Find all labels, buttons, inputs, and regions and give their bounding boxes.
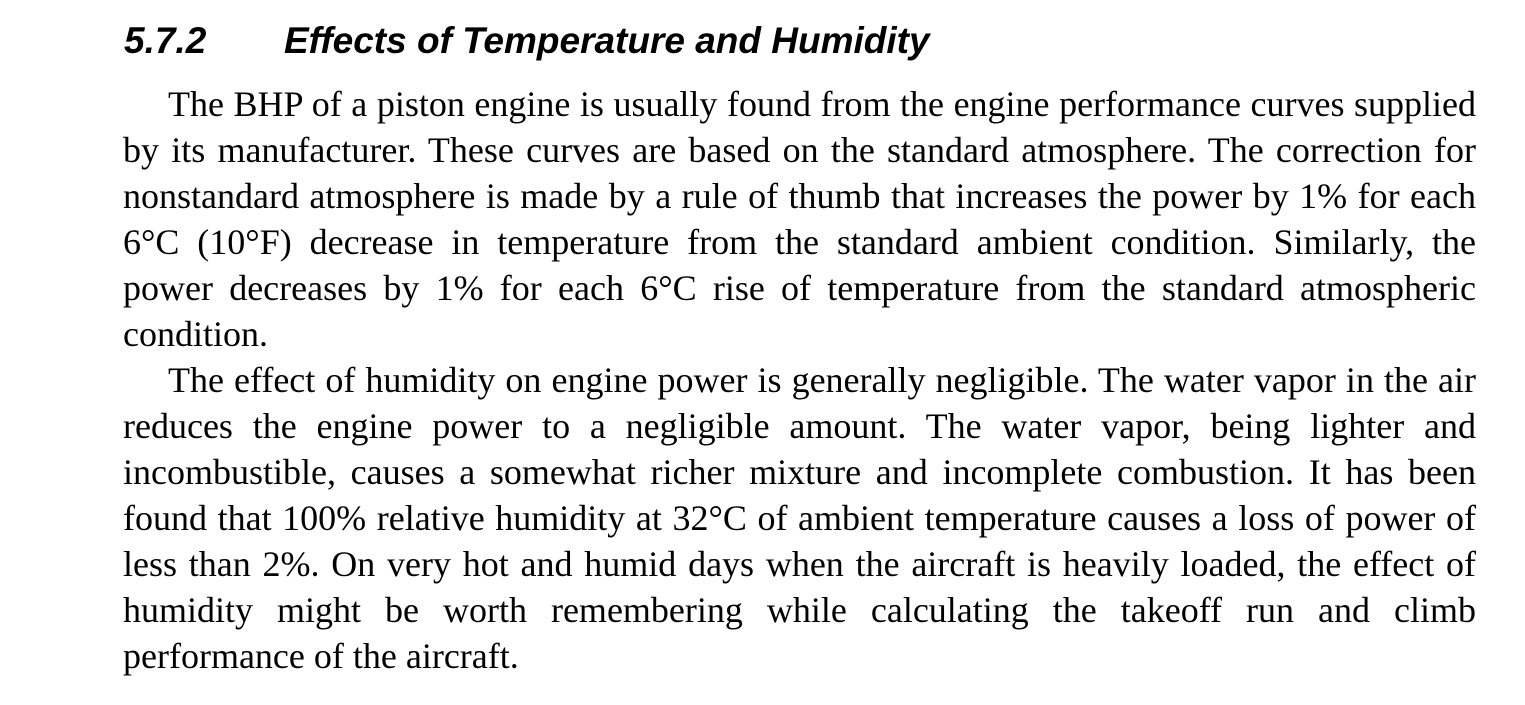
section-heading <box>124 18 930 64</box>
paragraph-temperature-effect: The BHP of a piston engine is usually found from the engine performance curves supplied by its manufacturer. These curves are based on the standard atmosphere. The correction for nonstandard atmosphere is made by a rule of thumb that increases the power by 1% for each 6°C (10°F) decrease in temperature from the standard ambient condition. Similarly, the power decreases by 1% for each 6°C rise of temperature from the standard atmospheric condition. <box>123 84 1476 354</box>
paragraph-humidity-effect: The effect of humidity on engine power is generally negligible. The water vapor in the air reduces the engine power to a negligible amount. The water vapor, being lighter and incombustible, causes a somewhat richer mixture and incomplete combustion. It has been found that 100% relative humidity at 32°C of ambient temperature causes a loss of power of less than 2%. On very hot and humid days when the aircraft is heavily loaded, the effect of humidity might be worth remembering while calculating the takeoff run and climb performance of the aircraft. <box>123 360 1476 676</box>
body-text <box>123 81 1476 679</box>
section-title: Effects of Temperature and Humidity <box>284 20 930 61</box>
section-number: 5.7.2 <box>124 20 207 61</box>
